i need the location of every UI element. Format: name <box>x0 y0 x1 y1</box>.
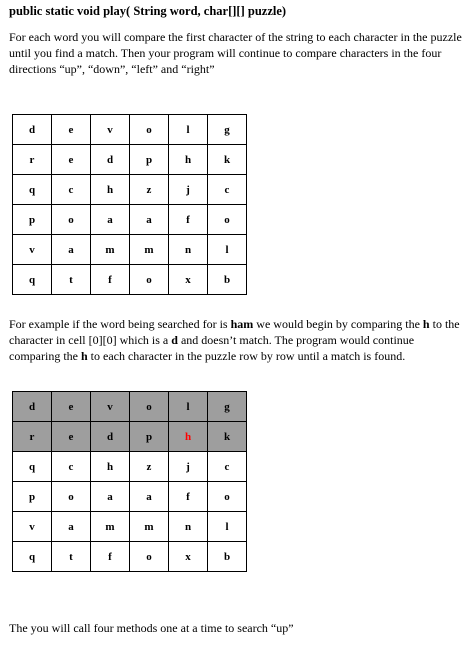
grid2-cell: a <box>91 482 130 512</box>
example-first-char: h <box>422 317 430 331</box>
grid2-cell: t <box>52 542 91 572</box>
grid2-cell: l <box>208 512 247 542</box>
example-cell-char: d <box>171 333 178 347</box>
grid1-cell: t <box>52 265 91 295</box>
grid2-row <box>13 422 247 452</box>
grid2-cell: q <box>13 542 52 572</box>
grid2-cell: f <box>169 482 208 512</box>
grid2-cell: h <box>91 452 130 482</box>
grid2-cell: o <box>130 392 169 422</box>
grid2-cell: a <box>52 512 91 542</box>
grid2-cell: e <box>52 392 91 422</box>
example-paragraph <box>9 316 465 364</box>
grid1-cell: b <box>208 265 247 295</box>
grid2-cell: c <box>52 452 91 482</box>
grid2-cell: g <box>208 392 247 422</box>
grid1-cell: f <box>91 265 130 295</box>
grid1-cell: v <box>13 235 52 265</box>
grid2-row <box>13 542 247 572</box>
grid2-cell: m <box>130 512 169 542</box>
grid1-cell: q <box>13 175 52 205</box>
example-text-4: and doesn’t match. The program would continue comparing the <box>9 333 415 363</box>
example-text-2: we would begin by comparing the <box>253 317 423 331</box>
grid1-cell: a <box>130 205 169 235</box>
grid2-cell: o <box>208 482 247 512</box>
grid2-row <box>13 482 247 512</box>
grid2-cell: j <box>169 452 208 482</box>
grid1-cell: p <box>13 205 52 235</box>
grid1-cell: l <box>208 235 247 265</box>
example-text-3: to the character in cell [0][0] which is a <box>9 317 460 347</box>
grid2-cell: n <box>169 512 208 542</box>
puzzle-grid-highlighted <box>12 391 247 572</box>
grid1-cell: m <box>91 235 130 265</box>
grid1-row <box>13 265 247 295</box>
grid1-cell: h <box>91 175 130 205</box>
intro-paragraph: For each word you will compare the first character of the string to each character in the puzzle until you find a match. Then your program will continue to compare characters in the four directions “up”, “down”, “left” and “right” <box>9 30 462 76</box>
grid2-cell: d <box>91 422 130 452</box>
example-text-5: to each character in the puzzle row by row until a match is found. <box>87 349 406 363</box>
grid2-cell: v <box>91 392 130 422</box>
grid2-cell: c <box>208 452 247 482</box>
grid1-cell: o <box>52 205 91 235</box>
grid2-cell: p <box>130 422 169 452</box>
grid2-cell: v <box>13 512 52 542</box>
method-signature: public static void play( String word, char[][] puzzle) <box>9 4 287 18</box>
grid2-cell: f <box>91 542 130 572</box>
grid1-row <box>13 115 247 145</box>
grid2-cell: d <box>13 392 52 422</box>
grid2-cell: p <box>13 482 52 512</box>
example-text-1: For example if the word being searched for is <box>9 317 231 331</box>
grid2-cell: k <box>208 422 247 452</box>
grid1-row <box>13 205 247 235</box>
grid2-cell: m <box>91 512 130 542</box>
grid1-cell: o <box>130 265 169 295</box>
grid1-cell: n <box>169 235 208 265</box>
grid1-cell: e <box>52 145 91 175</box>
grid1-cell: q <box>13 265 52 295</box>
grid1-cell: m <box>130 235 169 265</box>
grid1-cell: z <box>130 175 169 205</box>
grid1-cell: o <box>208 205 247 235</box>
grid2-cell: o <box>130 542 169 572</box>
grid1-cell: g <box>208 115 247 145</box>
grid2-row <box>13 452 247 482</box>
grid1-cell: a <box>52 235 91 265</box>
grid1-cell: c <box>208 175 247 205</box>
grid1-cell: o <box>130 115 169 145</box>
grid2-cell: l <box>169 392 208 422</box>
grid1-cell: h <box>169 145 208 175</box>
grid2-row <box>13 512 247 542</box>
grid1-cell: r <box>13 145 52 175</box>
grid1-row <box>13 235 247 265</box>
grid1-cell: d <box>13 115 52 145</box>
grid2-cell: z <box>130 452 169 482</box>
grid2-cell: q <box>13 452 52 482</box>
grid1-cell: d <box>91 145 130 175</box>
grid1-cell: x <box>169 265 208 295</box>
grid1-cell: c <box>52 175 91 205</box>
grid1-cell: l <box>169 115 208 145</box>
grid1-cell: a <box>91 205 130 235</box>
grid2-match-cell: h <box>169 422 208 452</box>
grid1-cell: v <box>91 115 130 145</box>
grid2-row <box>13 392 247 422</box>
example-first-char-2: h <box>80 349 88 363</box>
grid1-cell: p <box>130 145 169 175</box>
puzzle-grid-plain <box>12 114 247 295</box>
grid2-cell: a <box>130 482 169 512</box>
grid2-cell: o <box>52 482 91 512</box>
grid2-cell: r <box>13 422 52 452</box>
grid1-cell: j <box>169 175 208 205</box>
grid1-cell: k <box>208 145 247 175</box>
grid1-row <box>13 175 247 205</box>
example-word: ham <box>230 317 254 331</box>
grid1-cell: f <box>169 205 208 235</box>
grid2-cell: b <box>208 542 247 572</box>
footer-paragraph: The you will call four methods one at a time to search “up” <box>9 621 294 635</box>
grid1-cell: e <box>52 115 91 145</box>
grid2-cell: e <box>52 422 91 452</box>
grid1-row <box>13 145 247 175</box>
grid2-cell: x <box>169 542 208 572</box>
